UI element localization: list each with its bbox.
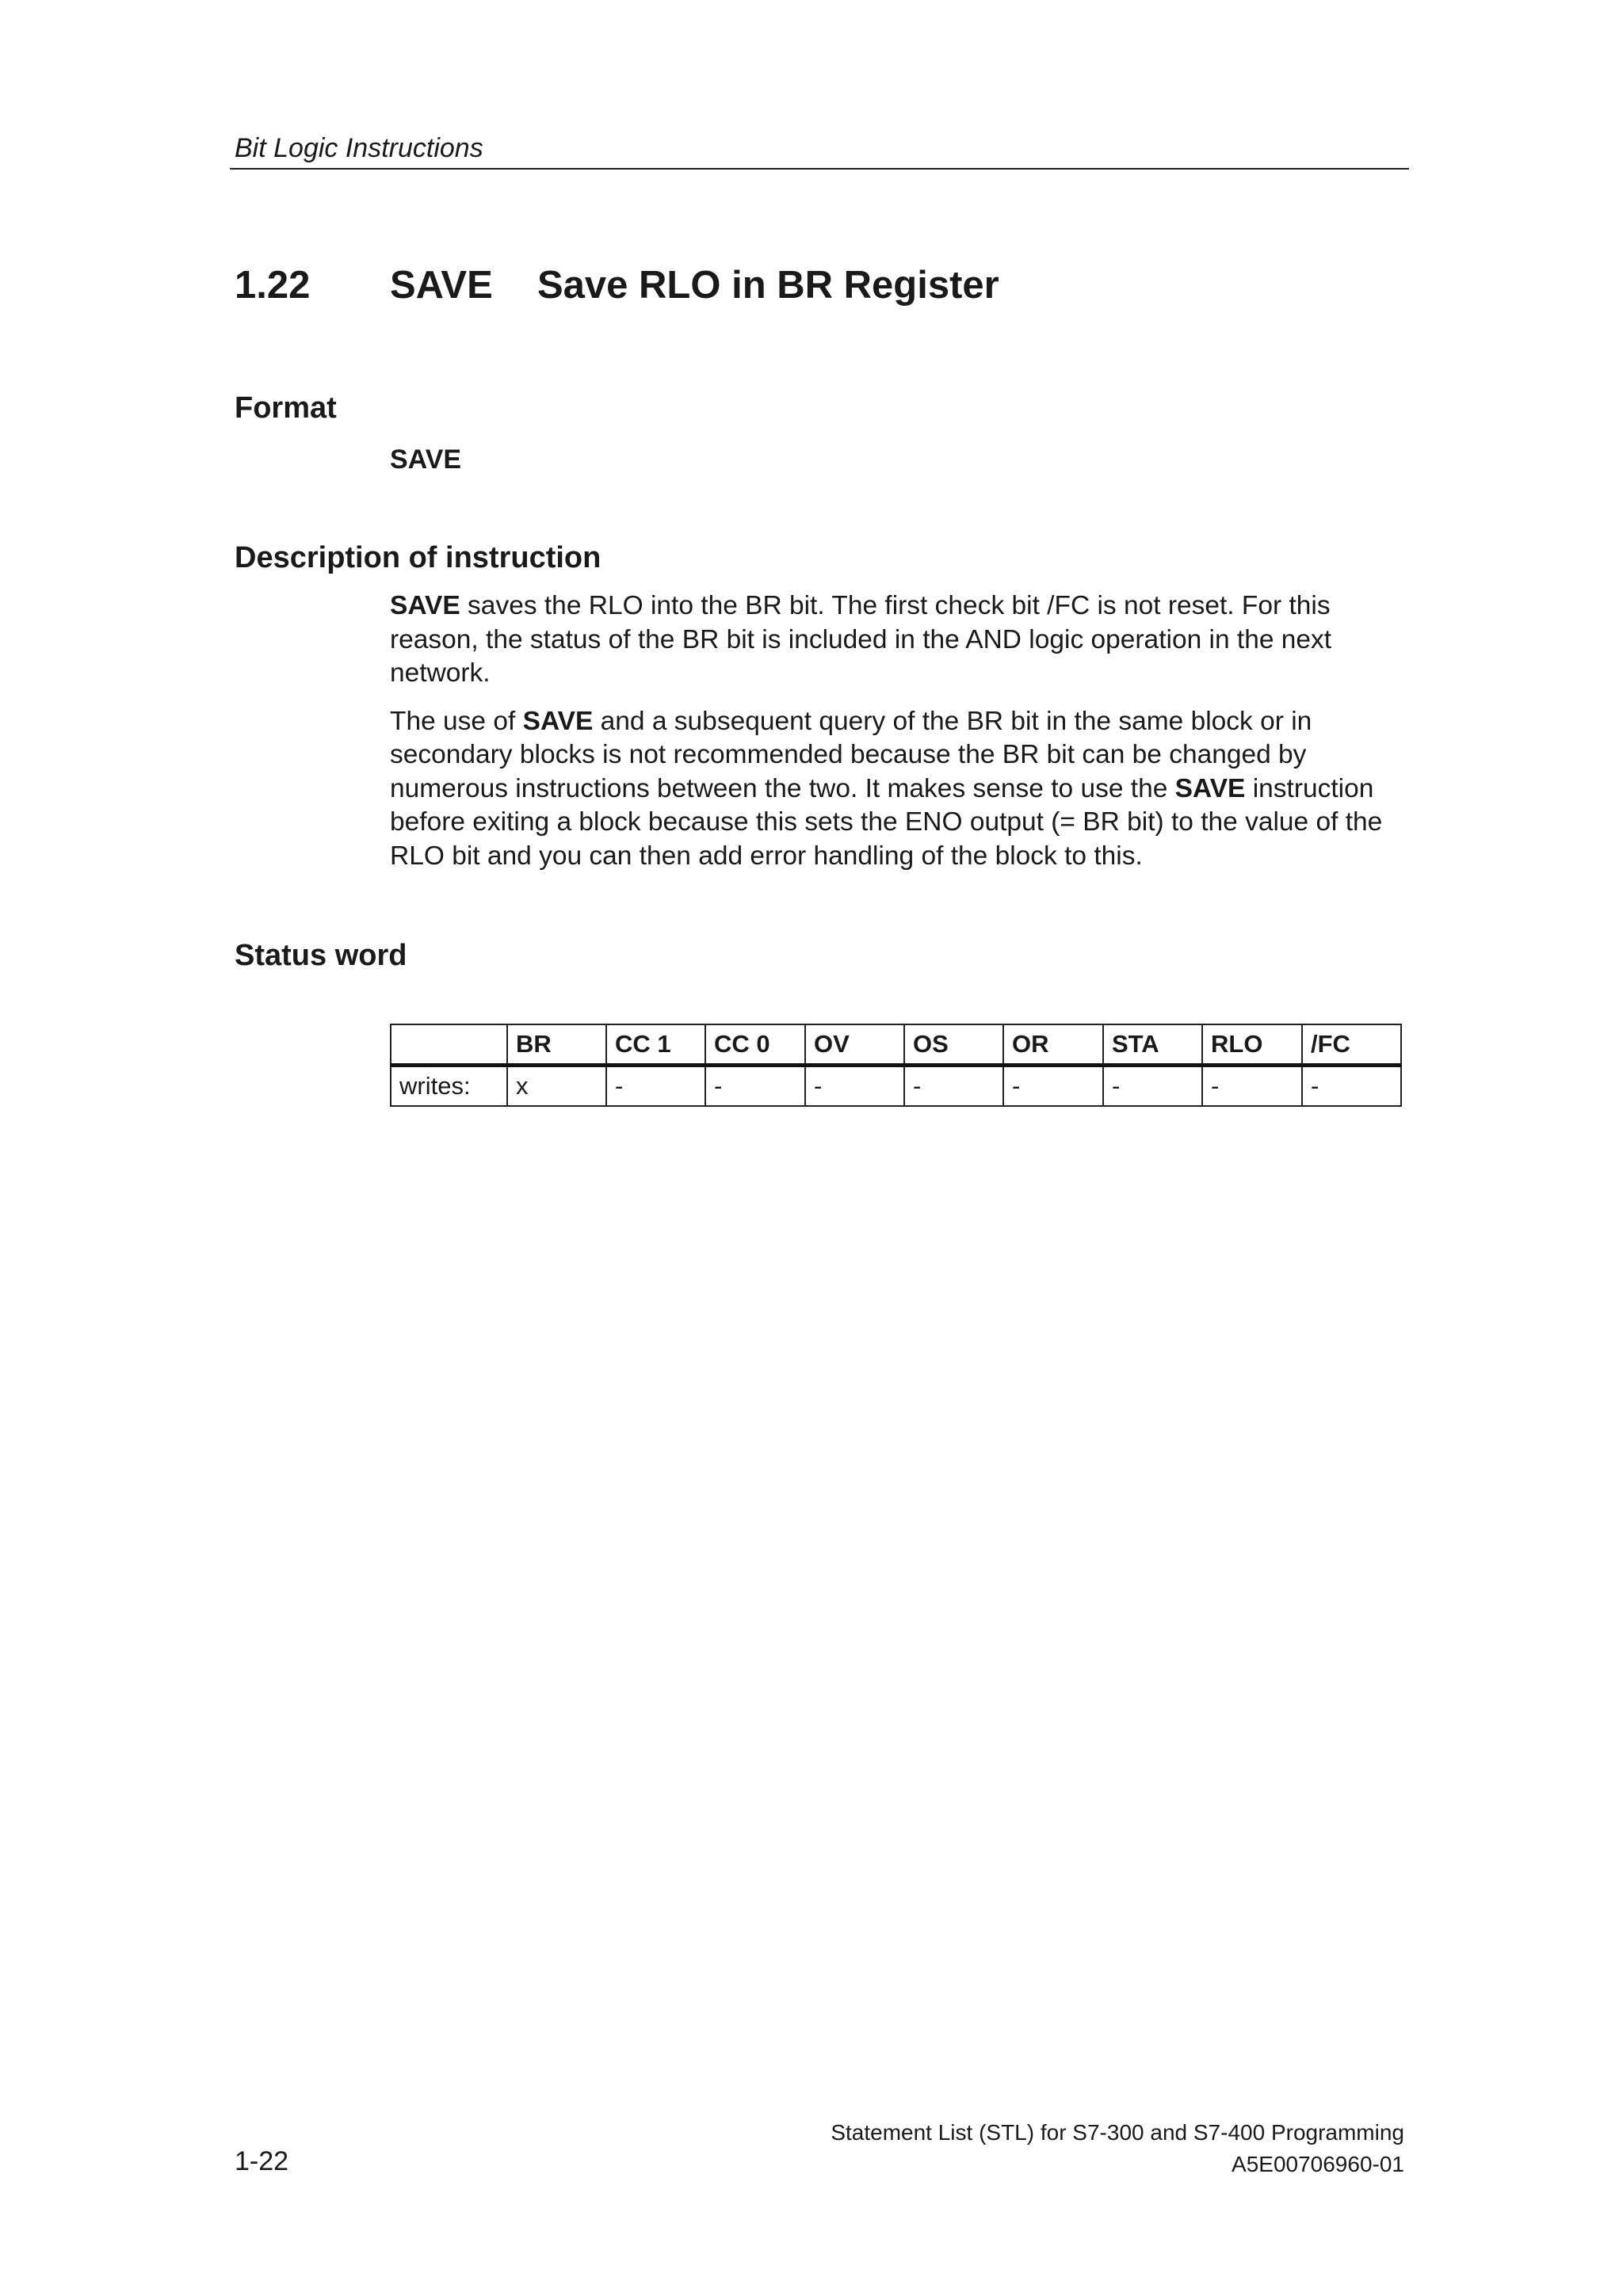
description-heading: Description of instruction [235, 541, 601, 574]
bold-mnemonic: SAVE [390, 591, 460, 620]
status-row-label: writes: [391, 1066, 507, 1107]
bold-mnemonic: SAVE [1174, 773, 1246, 803]
paragraph-text: instruction before exiting a block because this sets the ENO output (= BR bit) to the value of the RLO bit and you can then add error handling of the block to this. [390, 773, 1383, 871]
status-header-row [391, 1024, 1401, 1066]
section-title [235, 263, 999, 307]
status-header-cell: CC 1 [606, 1024, 705, 1066]
table-row [391, 1066, 1401, 1107]
section-title-text: Save RLO in BR Register [537, 264, 999, 307]
paragraph-text: saves the RLO into the BR bit. The first check bit /FC is not reset. For this reason, the status of the BR bit is included in the AND logic operation in the next network. [390, 591, 1332, 688]
status-cell: - [1003, 1066, 1103, 1107]
status-header-cell: OR [1003, 1024, 1103, 1066]
status-cell: x [507, 1066, 606, 1107]
status-header-cell: BR [507, 1024, 606, 1066]
format-code: SAVE [390, 444, 462, 475]
status-header-cell: CC 0 [705, 1024, 805, 1066]
running-header: Bit Logic Instructions [235, 133, 483, 163]
status-word-heading: Status word [235, 939, 407, 972]
status-header-cell: /FC [1302, 1024, 1401, 1066]
status-cell: - [606, 1066, 705, 1107]
description-paragraph-2 [390, 705, 1420, 874]
footer-document-title: Statement List (STL) for S7-300 and S7-400 Programming [831, 2120, 1404, 2145]
status-word-table [390, 1024, 1402, 1107]
paragraph-text: and a subsequent query of the BR bit in the same block or in secondary blocks is not recommended because the BR bit can be changed by numerous instructions between the two. It makes sense to use the [390, 706, 1312, 803]
status-header-cell: OV [805, 1024, 904, 1066]
status-cell: - [1103, 1066, 1202, 1107]
status-header-cell: RLO [1202, 1024, 1302, 1066]
page-number: 1-22 [235, 2146, 289, 2176]
bold-mnemonic: SAVE [522, 706, 594, 736]
section-mnemonic: SAVE [390, 264, 493, 307]
status-header-cell: STA [1103, 1024, 1202, 1066]
status-cell: - [1202, 1066, 1302, 1107]
description-paragraph-1 [390, 589, 1420, 691]
paragraph-text: The use of [390, 706, 523, 736]
status-cell: - [805, 1066, 904, 1107]
format-heading: Format [235, 391, 337, 425]
status-header-cell [391, 1024, 507, 1066]
header-divider [230, 168, 1409, 170]
footer-document-code: A5E00706960-01 [1232, 2152, 1404, 2176]
section-number: 1.22 [235, 264, 311, 307]
status-header-cell: OS [904, 1024, 1003, 1066]
description-body [390, 589, 1420, 887]
status-cell: - [705, 1066, 805, 1107]
status-cell: - [904, 1066, 1003, 1107]
status-cell: - [1302, 1066, 1401, 1107]
